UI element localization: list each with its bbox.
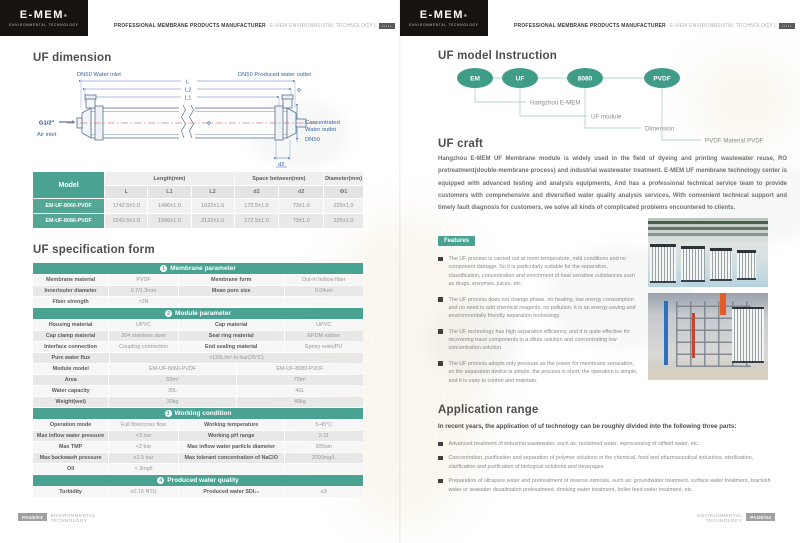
model-instruction-title: UF model Instruction <box>438 50 557 62</box>
spec-row <box>33 386 363 396</box>
emem-logo-right <box>400 0 488 36</box>
header-tagline-right <box>514 23 795 29</box>
logo-title: E-MEM® <box>19 8 69 21</box>
phi-mark-center: Φ <box>207 121 213 125</box>
param-label: Interface connection <box>33 342 108 352</box>
spec-group-title: Membrane parameter <box>170 265 236 272</box>
square-bullet-icon <box>438 257 443 262</box>
dimension-value-cell: 1496±1.0 <box>148 199 190 213</box>
dimension-table <box>33 172 363 228</box>
concentrated-label-1: Concentrated <box>305 120 340 126</box>
param-value: 5-45°C <box>285 420 363 430</box>
spec-group-header <box>33 475 363 486</box>
spec-table <box>33 262 363 497</box>
flow-label-pvdf-material: PVDF Material PVDF <box>705 137 764 145</box>
param-value: Epoxy resin/PU <box>285 342 363 352</box>
spec-group-header <box>33 308 363 319</box>
square-bullet-icon <box>438 329 443 334</box>
group-number-chip: 2 <box>165 310 172 317</box>
spec-group-header <box>33 408 363 419</box>
param-label: Cap clamp material <box>33 331 108 341</box>
application-item <box>438 454 778 471</box>
dim-l2-label: L2 <box>185 87 192 94</box>
page-gutter <box>399 0 401 543</box>
square-bullet-icon <box>438 442 443 447</box>
concentrated-label-3: DN50 <box>305 137 320 143</box>
spec-section-title: UF specification form <box>33 244 155 256</box>
param-value <box>285 464 363 474</box>
logo-subtitle: ENVIRONMENTAL TECHNOLOGY <box>409 22 479 27</box>
column-group-header: Length(mm) <box>105 172 233 185</box>
square-bullet-icon <box>438 297 443 302</box>
param-value: EPDM rubber <box>285 331 363 341</box>
param-label: Max inflow water pressure <box>33 431 108 441</box>
param-value: 40L <box>237 386 363 396</box>
tagline-bold: PROFESSIONAL MEMBRANE PRODUCTS MANUFACTURER <box>114 23 266 29</box>
param-value: Coupling connection <box>109 342 178 352</box>
spec-row <box>33 487 363 497</box>
spec-row <box>33 320 363 330</box>
spec-row <box>33 342 363 352</box>
spec-row <box>33 286 363 296</box>
column-group-header: Space between(mm) <box>235 172 323 185</box>
param-value: 2000mg/L <box>285 453 363 463</box>
param-label: Weight(wet) <box>33 397 108 407</box>
spec-row <box>33 331 363 341</box>
param-value: ≤3 <box>285 487 363 497</box>
phi-mark-right: Φ <box>297 88 303 92</box>
dimension-value-cell: 172.5±1.0 <box>235 199 279 213</box>
group-number-chip: 1 <box>160 265 167 272</box>
application-intro: In recent years, the application of uf technology can be roughly divided into the following three parts: <box>438 423 737 430</box>
logo-title: E-MEM® <box>419 8 469 21</box>
model-code-flowchart <box>450 66 790 150</box>
ceiling-beam <box>648 227 768 230</box>
column-subheader: L <box>105 186 147 198</box>
param-value: 30L <box>109 386 235 396</box>
application-item-text: Preparation of ultrapure water and pretreatment of reverse osmosis, such as: groundwater treatment, surface water treatment, brackish water or seawater desalination pretreatment, drinking water treatment, boiler feed water treatment, etc. <box>448 478 771 493</box>
spec-row <box>33 297 363 307</box>
membrane-rack <box>710 248 732 281</box>
param-value: Full flow/cross flow <box>109 420 178 430</box>
flow-node-label-uf: UF <box>515 75 525 83</box>
dimension-value-cell: 73±1.0 <box>279 199 323 213</box>
param-label: Oil <box>33 464 108 474</box>
model-column-header: Model <box>33 172 104 198</box>
ceiling-beam <box>648 233 768 236</box>
param-value: 304 stainless steel <box>109 331 178 341</box>
photo-membrane-rack-hall <box>648 218 768 287</box>
application-item <box>438 440 778 448</box>
logo-subtitle: ENVIRONMENTAL TECHNOLOGY <box>9 22 79 27</box>
flow-branch-labels <box>530 100 764 145</box>
footer-left <box>18 513 100 524</box>
spec-row <box>33 375 363 385</box>
dimension-value-cell: 172.5±1.0 <box>235 214 279 228</box>
application-item <box>438 477 778 494</box>
footer-text: ENVIRONMENTAL TECHNOLOGY <box>697 513 743 524</box>
param-label: Housing material <box>33 320 108 330</box>
param-value <box>285 297 363 307</box>
param-label: Working pH range <box>179 431 284 441</box>
application-item-text: Concentration, purification and separation of polymer solutions in the chemical, food and pharmaceutical industries, sterilization, clarification and purification of biological solutions and beverages. <box>448 455 754 470</box>
param-value: UPVC <box>285 320 363 330</box>
orange-pipe <box>720 293 726 315</box>
param-value: EM-UF-8060-PVDF <box>109 364 235 374</box>
param-value: 70m² <box>237 375 363 385</box>
craft-paragraph: Hangzhou E-MEM UF Membrane module is widely used in the field of dyeing and printing wastewater reuse, RO pretreatment(double-membrane process) and industrial wastewater treatment. E-MEM UF membrane technology center is equipped with advanced testing and analysis equipments, And has a professional technical service team to provide customers with comprehensive and diversified water quality analysis services, With convenient technical support and timely fault diagnosis for customers, we solve all kinds of complicated problems encountered to clients. <box>438 156 787 212</box>
param-value: 40kg <box>237 397 363 407</box>
param-label <box>179 297 284 307</box>
dim-l-label: L <box>186 79 190 86</box>
dimension-value-cell: 1996±1.0 <box>148 214 190 228</box>
param-value: Out-in hollow fiber <box>285 275 363 285</box>
red-pipe <box>692 313 695 358</box>
application-item-text: Advanced treatment of industrial wastewater, such as: reclaimed water, reprocessing of oilfield water, etc. <box>448 441 700 447</box>
flow-label-hangzhou: Hangzhou E-MEM <box>530 99 581 107</box>
param-value: <2 bar <box>109 442 178 452</box>
param-value: >3N <box>109 297 178 307</box>
param-label: Turbidity <box>33 487 108 497</box>
flow-node-label-8080: 8080 <box>577 75 593 83</box>
param-label: Inner/outer diameter <box>33 286 108 296</box>
tagline-light: E-MEM ENVIRONMENTAL TECHNOLOGY | <box>669 23 776 29</box>
param-label: Membrane form <box>179 275 284 285</box>
param-value: EM-UF-8080-PVDF <box>237 364 363 374</box>
feature-item-text: The UF process does not change phase, no heating, low energy consumption and no need to add chemical reagents, no pollution, It is an energy-saving and environmentally friendly separation technology. <box>448 296 636 320</box>
dimension-value-cell: 2122±1.0 <box>192 214 234 228</box>
uf-dimension-drawing <box>33 68 373 168</box>
param-value: ≤1.5 bar <box>109 453 178 463</box>
param-label: Membrane material <box>33 275 108 285</box>
spec-row <box>33 397 363 407</box>
spec-group-title: Working condition <box>174 410 232 417</box>
produced-outlet-label: DN50 Produced water outlet <box>238 72 311 78</box>
param-value: < 3mg/l <box>109 464 178 474</box>
feature-item-text: The UF process adopts only pressure as the power for membrane separation, so the separation device is simple, the process is short, the operation is simple, and it is easy to control and maintain. <box>448 360 638 384</box>
d2-label: d2 <box>278 162 285 168</box>
column-subheader: d2 <box>235 186 279 198</box>
param-label: Max backwash pressure <box>33 453 108 463</box>
emem-logo <box>0 0 88 36</box>
param-value: 2-11 <box>285 431 363 441</box>
feature-item-text: The UF technology has high separation efficiency, and it is quite effective for recovering trace components in a dilute solution and concentrating low concentration solution. <box>448 328 631 352</box>
group-number-chip: 4 <box>157 477 164 484</box>
square-bullet-icon <box>438 456 443 461</box>
flow-nodes <box>457 68 680 88</box>
param-label: Module model <box>33 364 108 374</box>
spec-row <box>33 275 363 285</box>
page-right <box>400 0 800 543</box>
param-value: UPVC <box>109 320 178 330</box>
footer-text: ENVIRONMENTAL TECHNOLOGY <box>50 513 96 524</box>
column-subheader: L1 <box>148 186 190 198</box>
param-value: 0.04um <box>285 286 363 296</box>
param-value: >120L/m²·hr·bar(25°C) <box>110 353 363 363</box>
header-cn-badge: ▪▪▪▪▪ <box>779 23 795 29</box>
param-value: <3 bar <box>109 431 178 441</box>
page-number-badge: PAGE/04 <box>746 513 775 521</box>
model-name-cell: EM-UF-8080-PVDF <box>33 214 104 228</box>
dimension-value-cell: 73±1.0 <box>279 214 323 228</box>
param-label: Mean pore size <box>179 286 284 296</box>
group-number-chip: 3 <box>165 410 172 417</box>
param-label: Cap material <box>179 320 284 330</box>
feature-item <box>438 360 638 385</box>
blue-pipe <box>664 301 668 365</box>
dimension-value-cell: 1622±1.0 <box>192 199 234 213</box>
param-label: Area <box>33 375 108 385</box>
membrane-rack <box>737 250 756 280</box>
param-label: Working temperature <box>179 420 284 430</box>
ceiling-beam <box>648 221 768 224</box>
param-label: Max TMP <box>33 442 108 452</box>
features-badge: Features <box>438 236 475 246</box>
membrane-rack <box>732 307 764 363</box>
spec-row <box>33 364 363 374</box>
param-value: 50m² <box>109 375 235 385</box>
floor <box>648 369 768 380</box>
param-label: Pure water flux <box>33 353 109 363</box>
spec-row <box>33 431 363 441</box>
param-value: 300um <box>285 442 363 452</box>
spec-row <box>33 420 363 430</box>
spec-group-header <box>33 263 363 274</box>
water-inlet-label: DN50 Water inlet <box>77 72 121 78</box>
spec-row <box>33 442 363 452</box>
applications-list <box>438 440 778 500</box>
registered-mark: ® <box>63 12 69 18</box>
dimension-value-cell: 1742.5±1.0 <box>105 199 147 213</box>
square-bullet-icon <box>438 361 443 366</box>
page-number-badge: PAGE/03 <box>18 513 47 521</box>
flow-label-uf-module: UF module <box>591 113 622 121</box>
spec-row <box>33 464 363 474</box>
spec-group-title: Module parameter <box>175 310 231 317</box>
column-subheader: d2 <box>279 186 323 198</box>
photo-uf-skid <box>648 293 768 380</box>
g12-label: G1/2" <box>39 120 55 127</box>
param-label: Operation mode <box>33 420 108 430</box>
header-cn-badge: ▪▪▪▪▪ <box>379 23 395 29</box>
dimension-value-cell: 2242.5±1.0 <box>105 214 147 228</box>
dim-l1-label: L1 <box>185 95 192 102</box>
craft-title: UF craft <box>438 138 484 150</box>
tagline-light: E-MEM ENVIRONMENTAL TECHNOLOGY | <box>269 23 376 29</box>
column-subheader: L2 <box>192 186 234 198</box>
flow-node-label-pvdf: PVDF <box>653 75 671 83</box>
param-value: ≤0.15 NTU <box>109 487 178 497</box>
square-bullet-icon <box>438 479 443 484</box>
feature-item <box>438 255 638 289</box>
break-lines <box>179 105 195 140</box>
registered-mark: ® <box>463 12 469 18</box>
param-label: Max tolerant concentration of NaClO <box>179 453 284 463</box>
param-label: Seal ring material <box>179 331 284 341</box>
param-label <box>179 464 284 474</box>
param-label: Water capacity <box>33 386 108 396</box>
feature-item <box>438 328 638 353</box>
flow-label-dimension: Dimension <box>645 125 675 133</box>
param-value: 30kg <box>109 397 235 407</box>
feature-item <box>438 296 638 321</box>
spec-row <box>33 453 363 463</box>
membrane-rack <box>681 246 705 282</box>
spec-group-title: Produced water quality <box>167 477 239 484</box>
spec-row <box>33 353 363 363</box>
air-inlet-label: Air inlet <box>37 132 57 138</box>
param-label: Produced water SDI₁₅ <box>179 487 284 497</box>
model-name-cell: EM-UF-8060-PVDF <box>33 199 104 213</box>
param-value: 0.7/1.3mm <box>109 286 178 296</box>
flow-node-label-em: EM <box>470 75 480 83</box>
footer-right <box>693 513 775 524</box>
param-label: End sealing material <box>179 342 284 352</box>
param-value: PVDF <box>109 275 178 285</box>
param-label: Max inflow water particle diameter <box>179 442 284 452</box>
tagline-bold: PROFESSIONAL MEMBRANE PRODUCTS MANUFACTURER <box>514 23 666 29</box>
dimension-value-cell: 225±1.0 <box>324 199 363 213</box>
concentrated-label-2: Water outlet <box>305 127 337 133</box>
feature-item-text: The UF process is carried out at room temperature, mild conditions and no component damage. So it is particularly suitable for the separation, classification, concentration and enrichment of heat sensitive substances such as drugs, enzymes, juices, etc. <box>448 256 636 288</box>
dimension-value-cell: 225±1.0 <box>324 214 363 228</box>
application-title: Application range <box>438 404 539 416</box>
features-list <box>438 255 638 392</box>
header-tagline <box>114 23 395 29</box>
membrane-rack <box>650 244 676 283</box>
dimension-section-title: UF dimension <box>33 52 112 64</box>
column-subheader: Φ1 <box>324 186 363 198</box>
column-group-header: Diameter(mm) <box>324 172 363 185</box>
param-label: Fiber strength <box>33 297 108 307</box>
